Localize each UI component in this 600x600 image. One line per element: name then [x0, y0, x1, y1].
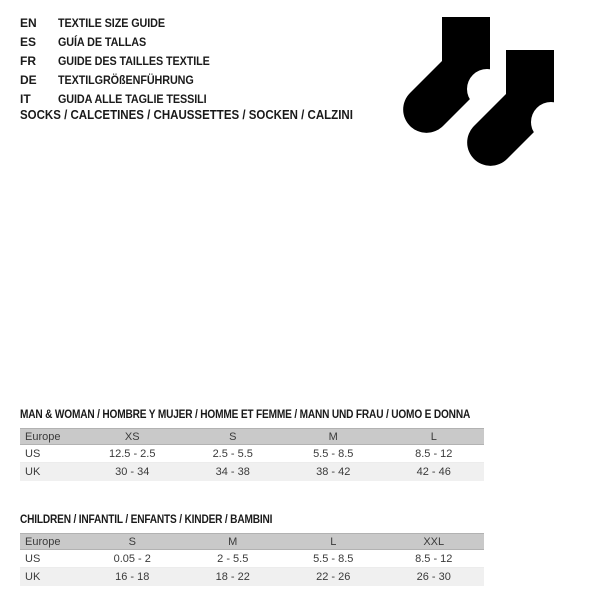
- table-cell: 34 - 38: [215, 465, 250, 478]
- column-header: L: [330, 535, 337, 548]
- size-table-adults-title: MAN & WOMAN / HOMBRE Y MUJER / HOMME ET FEMME / MANN UND FRAU / UOMO E DONNA: [20, 409, 471, 421]
- column-header: L: [430, 430, 437, 443]
- table-row: [20, 463, 484, 481]
- table-cell: 8.5 - 12: [415, 552, 453, 565]
- column-header: Europe: [25, 535, 61, 548]
- size-table-adults: [20, 409, 484, 481]
- table-header-row: [20, 534, 484, 550]
- column-header: XXL: [423, 535, 445, 548]
- column-header: S: [128, 535, 136, 548]
- size-table-children: [20, 514, 484, 586]
- size-table-children-grid: [20, 533, 484, 586]
- language-list: [20, 14, 227, 109]
- table-cell: 8.5 - 12: [415, 447, 453, 460]
- category-title: [20, 108, 382, 123]
- column-header: S: [229, 430, 237, 443]
- table-cell: 16 - 18: [115, 570, 150, 583]
- table-cell: 2 - 5.5: [217, 552, 249, 565]
- language-label: GUÍA DE TALLAS: [58, 35, 147, 49]
- language-code: IT: [20, 92, 31, 106]
- table-cell: 22 - 26: [316, 570, 351, 583]
- socks-icon-shapes: [403, 17, 565, 166]
- table-row: [20, 568, 484, 586]
- table-row: [20, 550, 484, 568]
- table-cell: 30 - 34: [115, 465, 150, 478]
- socks-icon: [403, 14, 565, 182]
- row-label: US: [25, 552, 41, 565]
- language-row: [20, 52, 227, 71]
- language-code: DE: [20, 73, 37, 87]
- table-cell: 38 - 42: [316, 465, 351, 478]
- column-header: M: [228, 535, 238, 548]
- table-cell: 0.05 - 2: [113, 552, 151, 565]
- language-row: [20, 71, 227, 90]
- table-header-row: [20, 429, 484, 445]
- language-label: GUIDA ALLE TAGLIE TESSILI: [58, 92, 207, 106]
- language-row: [20, 14, 227, 33]
- language-label: TEXTILE SIZE GUIDE: [58, 16, 166, 30]
- column-header: M: [328, 430, 338, 443]
- size-table-children-title: CHILDREN / INFANTIL / ENFANTS / KINDER / BAMBINI: [20, 514, 273, 526]
- row-label: US: [25, 447, 41, 460]
- language-code: EN: [20, 16, 37, 30]
- row-label: UK: [25, 465, 41, 478]
- table-cell: 26 - 30: [416, 570, 451, 583]
- row-label: UK: [25, 570, 41, 583]
- column-header: Europe: [25, 430, 61, 443]
- table-cell: 42 - 46: [416, 465, 451, 478]
- language-code: FR: [20, 54, 36, 68]
- table-cell: 5.5 - 8.5: [313, 552, 354, 565]
- table-cell: 2.5 - 5.5: [212, 447, 253, 460]
- language-row: [20, 90, 227, 109]
- language-label: TEXTILGRÖßENFÜHRUNG: [58, 73, 194, 87]
- table-cell: 12.5 - 2.5: [109, 447, 156, 460]
- table-cell: 5.5 - 8.5: [313, 447, 354, 460]
- language-label: GUIDE DES TAILLES TEXTILE: [58, 54, 210, 68]
- table-cell: 18 - 22: [215, 570, 250, 583]
- category-title-text: SOCKS / CALCETINES / CHAUSSETTES / SOCKEN / CALZINI: [20, 108, 353, 122]
- column-header: XS: [124, 430, 140, 443]
- language-code: ES: [20, 35, 37, 49]
- language-row: [20, 33, 227, 52]
- size-table-adults-grid: [20, 428, 484, 481]
- table-row: [20, 445, 484, 463]
